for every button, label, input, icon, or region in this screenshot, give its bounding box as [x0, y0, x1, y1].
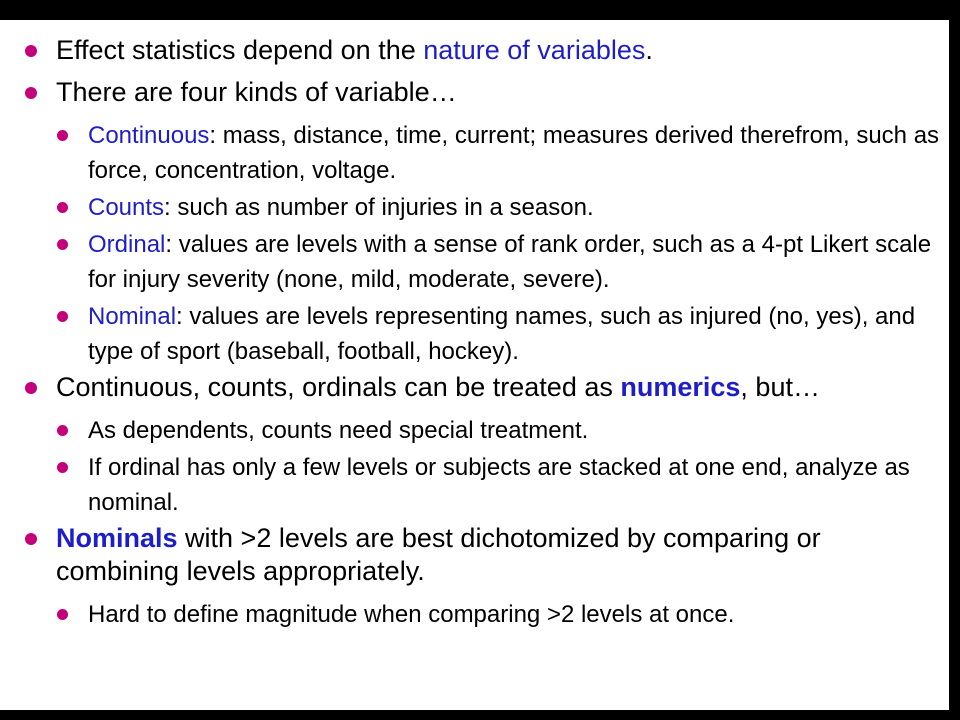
bullet-text: : values are levels with a sense of rank order, such as a 4-pt Likert scale for injury severity (none, mild, moderate, severe). [88, 231, 932, 293]
bullet-list [0, 34, 949, 634]
bullet-text: with >2 levels are best dichotomized by comparing or combining levels appropriately. [56, 523, 821, 586]
bullet-text: As dependents, counts need special treatment. [88, 417, 589, 444]
highlighted-term: Counts [88, 194, 165, 221]
sub-bullet-item [0, 299, 949, 369]
sub-bullet-item [0, 227, 949, 297]
highlighted-term: Continuous [88, 122, 210, 149]
bullet-dot-icon [57, 239, 68, 250]
bullet-dot-icon [57, 202, 68, 213]
sub-bullet-item [0, 597, 949, 632]
sub-bullet-item [0, 413, 949, 448]
bullet-text: : such as number of injuries in a season. [164, 194, 594, 221]
sub-bullet-item [0, 118, 949, 188]
slide [0, 20, 949, 710]
highlighted-term: Nominal [88, 303, 177, 330]
bullet-dot-icon [25, 533, 37, 545]
bullet-dot-icon [57, 609, 68, 620]
bullet-dot-icon [25, 87, 37, 99]
bullet-dot-icon [57, 311, 68, 322]
bullet-dot-icon [57, 462, 68, 473]
sub-bullet-item [0, 450, 949, 520]
bullet-item [0, 34, 949, 67]
highlighted-term: nature of variables [423, 35, 646, 65]
bullet-text: : mass, distance, time, current; measures derived therefrom, such as force, concentration, voltage. [88, 122, 940, 184]
bullet-item [0, 76, 949, 109]
bullet-text: Effect statistics depend on the [56, 35, 424, 65]
bullet-text: There are four kinds of variable… [56, 77, 457, 107]
bullet-text: Continuous, counts, ordinals can be treated as [56, 372, 621, 402]
bullet-item [0, 522, 949, 588]
sub-bullet-item [0, 190, 949, 225]
highlighted-term: Nominals [56, 523, 178, 553]
highlighted-term: numerics [620, 372, 741, 402]
bullet-dot-icon [25, 45, 37, 57]
bullet-dot-icon [25, 382, 37, 394]
bullet-text: : values are levels representing names, such as injured (no, yes), and type of sport (baseball, football, hockey). [88, 303, 916, 365]
bullet-dot-icon [57, 130, 68, 141]
bullet-text: , but… [740, 372, 820, 402]
bullet-text: If ordinal has only a few levels or subjects are stacked at one end, analyze as nominal. [88, 454, 910, 516]
bullet-dot-icon [57, 425, 68, 436]
bullet-text: Hard to define magnitude when comparing >2 levels at once. [88, 601, 735, 628]
bullet-item [0, 371, 949, 404]
bullet-text: . [645, 35, 653, 65]
highlighted-term: Ordinal [88, 231, 166, 258]
